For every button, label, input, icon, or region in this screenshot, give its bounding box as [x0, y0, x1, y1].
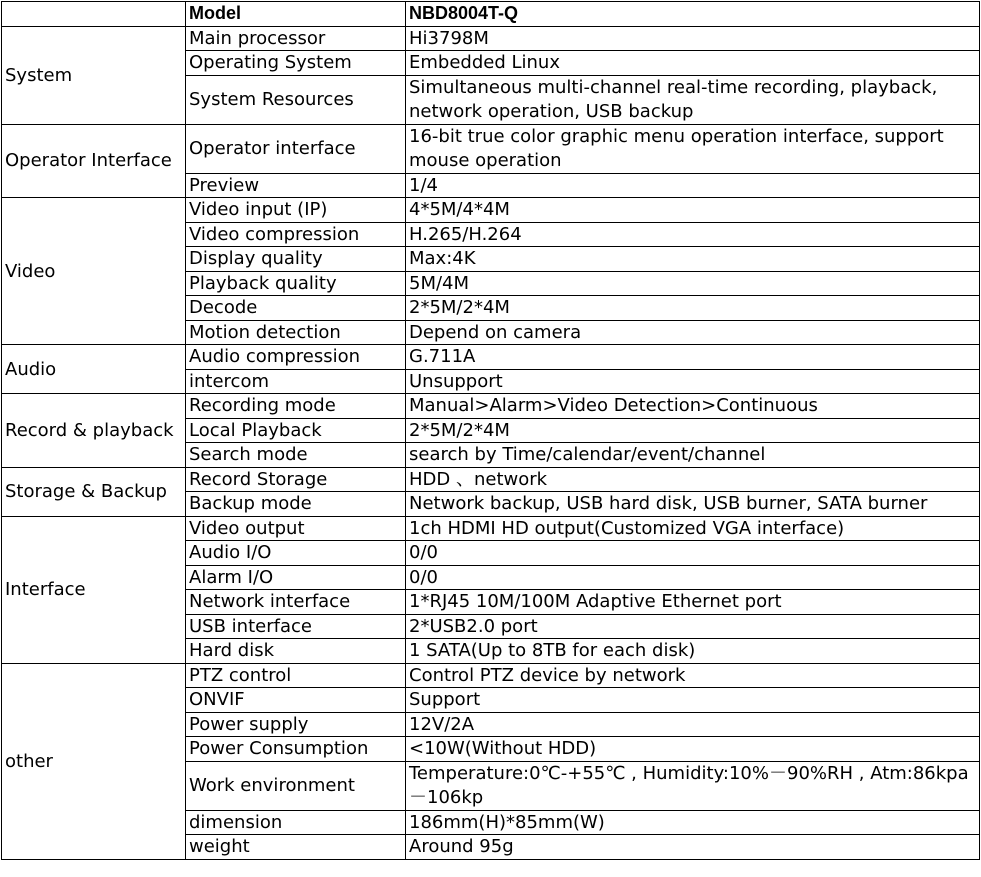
header-category-cell [2, 2, 186, 27]
spec-value: 2*USB2.0 port [406, 614, 980, 639]
spec-value: G.711A [406, 345, 980, 370]
category-audio: Audio [2, 345, 186, 394]
spec-value: Embedded Linux [406, 51, 980, 76]
spec-value: 5M/4M [406, 271, 980, 296]
spec-value: Network backup, USB hard disk, USB burner, SATA burner [406, 492, 980, 517]
spec-value: Temperature:0℃-+55℃ , Humidity:10%－90%RH , Atm:86kpa－106kp [406, 761, 980, 810]
table-row [2, 124, 980, 173]
spec-value: 4*5M/4*4M [406, 198, 980, 223]
spec-value: 186mm(H)*85mm(W) [406, 810, 980, 835]
spec-value: HDD 、network [406, 467, 980, 492]
spec-label: Hard disk [186, 639, 406, 664]
spec-value: search by Time/calendar/event/channel [406, 443, 980, 468]
spec-value: Simultaneous multi-channel real-time recording, playback, network operation, USB backup [406, 75, 980, 124]
spec-label: System Resources [186, 75, 406, 124]
spec-label: Search mode [186, 443, 406, 468]
category-system: System [2, 26, 186, 124]
spec-value: Support [406, 688, 980, 713]
spec-label: Work environment [186, 761, 406, 810]
spec-label: Network interface [186, 590, 406, 615]
spec-label: Playback quality [186, 271, 406, 296]
header-value-cell: NBD8004T-Q [406, 2, 980, 27]
spec-label: Main processor [186, 26, 406, 51]
spec-label: Recording mode [186, 394, 406, 419]
spec-value: 1/4 [406, 173, 980, 198]
table-row [2, 516, 980, 541]
spec-label: Operator interface [186, 124, 406, 173]
spec-value: <10W(Without HDD) [406, 737, 980, 762]
spec-value: Hi3798M [406, 26, 980, 51]
spec-label: Audio I/O [186, 541, 406, 566]
spec-value: Control PTZ device by network [406, 663, 980, 688]
spec-label: Decode [186, 296, 406, 321]
table-header-row [2, 2, 980, 27]
spec-label: Power supply [186, 712, 406, 737]
spec-value: Around 95g [406, 835, 980, 860]
category-interface: Interface [2, 516, 186, 663]
category-record-playback: Record & playback [2, 394, 186, 468]
spec-label: Video input (IP) [186, 198, 406, 223]
spec-value: 12V/2A [406, 712, 980, 737]
spec-table [1, 1, 980, 860]
spec-value: H.265/H.264 [406, 222, 980, 247]
spec-value: 2*5M/2*4M [406, 296, 980, 321]
category-operator-interface: Operator Interface [2, 124, 186, 198]
spec-value: 0/0 [406, 565, 980, 590]
spec-label: Motion detection [186, 320, 406, 345]
spec-label: Video compression [186, 222, 406, 247]
header-label-cell: Model [186, 2, 406, 27]
spec-label: Preview [186, 173, 406, 198]
table-row [2, 394, 980, 419]
spec-value: Max:4K [406, 247, 980, 272]
table-row [2, 467, 980, 492]
spec-value: Unsupport [406, 369, 980, 394]
category-other: other [2, 663, 186, 859]
spec-label: Operating System [186, 51, 406, 76]
category-video: Video [2, 198, 186, 345]
spec-label: intercom [186, 369, 406, 394]
spec-label: Local Playback [186, 418, 406, 443]
spec-value: Depend on camera [406, 320, 980, 345]
spec-label: PTZ control [186, 663, 406, 688]
spec-value: 16-bit true color graphic menu operation interface, support mouse operation [406, 124, 980, 173]
table-row [2, 26, 980, 51]
spec-label: dimension [186, 810, 406, 835]
spec-value: 1 SATA(Up to 8TB for each disk) [406, 639, 980, 664]
category-storage-backup: Storage & Backup [2, 467, 186, 516]
table-row [2, 198, 980, 223]
table-row [2, 663, 980, 688]
spec-label: Power Consumption [186, 737, 406, 762]
spec-value: 1*RJ45 10M/100M Adaptive Ethernet port [406, 590, 980, 615]
spec-label: ONVIF [186, 688, 406, 713]
spec-value: 0/0 [406, 541, 980, 566]
spec-label: USB interface [186, 614, 406, 639]
spec-value: Manual>Alarm>Video Detection>Continuous [406, 394, 980, 419]
spec-label: weight [186, 835, 406, 860]
spec-label: Backup mode [186, 492, 406, 517]
spec-label: Video output [186, 516, 406, 541]
spec-label: Alarm I/O [186, 565, 406, 590]
spec-label: Record Storage [186, 467, 406, 492]
spec-label: Audio compression [186, 345, 406, 370]
spec-label: Display quality [186, 247, 406, 272]
table-row [2, 345, 980, 370]
spec-value: 2*5M/2*4M [406, 418, 980, 443]
spec-value: 1ch HDMI HD output(Customized VGA interface) [406, 516, 980, 541]
